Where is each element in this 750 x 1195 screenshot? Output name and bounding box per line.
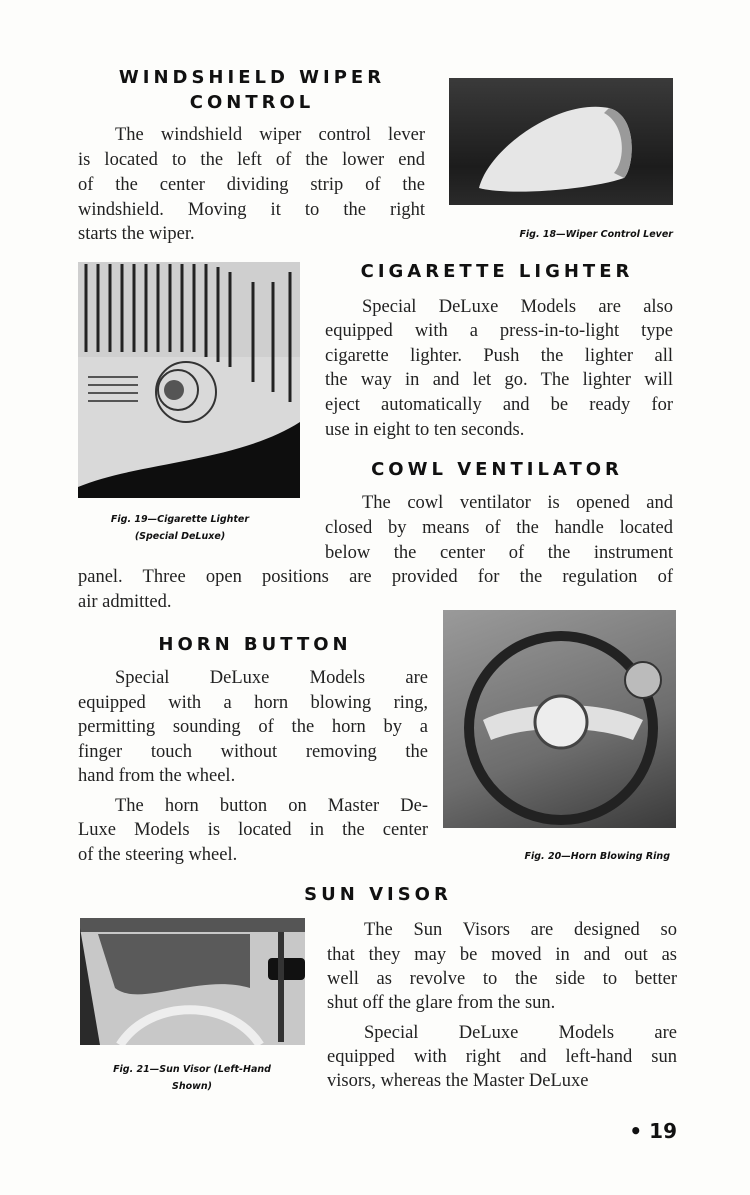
section-heading: CONTROL (189, 92, 315, 113)
wiper-paragraph-line: The windshield wiper control lever (115, 125, 425, 145)
fig20-caption: Fig. 20—Horn Blowing Ring (524, 851, 670, 862)
visor-paragraph-line: shut off the glare from the sun. (327, 993, 556, 1013)
section-heading: SUN VISOR (304, 884, 452, 905)
horn-paragraph-line: Luxe Models is located in the center (78, 820, 428, 840)
lighter-paragraph-line: Special DeLuxe Models are also (362, 297, 673, 317)
visor-paragraph-line: well as revolve to the side to better (327, 969, 677, 989)
lighter-paragraph-line: cigarette lighter. Push the lighter all (325, 346, 673, 366)
wiper-paragraph-line: of the center dividing strip of the (78, 175, 425, 195)
cowl-paragraph-line: closed by means of the handle located (325, 518, 673, 538)
wiper-paragraph-line: windshield. Moving it to the right (78, 200, 425, 220)
visor-paragraph-line: that they may be moved in and out as (327, 945, 677, 965)
visor-paragraph-line: equipped with right and left-hand sun (327, 1047, 677, 1067)
section-heading: WINDSHIELD WIPER (118, 67, 386, 88)
visor-paragraph-line: visors, whereas the Master DeLuxe (327, 1071, 589, 1091)
fig21-caption: Fig. 21—Sun Visor (Left-Hand (113, 1064, 271, 1075)
fig21-caption: Shown) (171, 1081, 212, 1092)
cowl-paragraph-line: The cowl ventilator is opened and (362, 493, 673, 513)
page-number: • 19 (629, 1119, 677, 1143)
horn-paragraph-line: The horn button on Master De- (115, 796, 428, 816)
lighter-paragraph-line: equipped with a press-in-to-light type (325, 321, 673, 341)
horn-paragraph-line: equipped with a horn blowing ring, (78, 693, 428, 713)
section-heading: CIGARETTE LIGHTER (360, 261, 634, 282)
wiper-paragraph-line: starts the wiper. (78, 224, 195, 244)
fig19-caption: Fig. 19—Cigarette Lighter (110, 514, 250, 525)
horn-paragraph-line: Special DeLuxe Models are (115, 668, 428, 688)
visor-paragraph-line: Special DeLuxe Models are (364, 1023, 677, 1043)
horn-paragraph-line: finger touch without removing the (78, 742, 428, 762)
cowl-paragraph-line: below the center of the instrument (325, 543, 673, 563)
wiper-paragraph-line: is located to the left of the lower end (78, 150, 425, 170)
section-heading: COWL VENTILATOR (371, 459, 623, 480)
lighter-paragraph-line: use in eight to ten seconds. (325, 420, 525, 440)
lighter-paragraph-line: eject automatically and be ready for (325, 395, 673, 415)
visor-paragraph-line: The Sun Visors are designed so (364, 920, 677, 940)
fig18-caption: Fig. 18—Wiper Control Lever (519, 229, 673, 240)
horn-paragraph-line: permitting sounding of the horn by a (78, 717, 428, 737)
fig19-caption: (Special DeLuxe) (134, 531, 226, 542)
sun-visor-icon (80, 918, 305, 1045)
horn-paragraph-line: hand from the wheel. (78, 766, 236, 786)
lighter-paragraph-line: the way in and let go. The lighter will (325, 370, 673, 390)
horn-paragraph-line: of the steering wheel. (78, 845, 238, 865)
section-heading: HORN BUTTON (158, 634, 352, 655)
cowl-paragraph-line: panel. Three open positions are provided for the regulation of (78, 567, 673, 587)
cowl-paragraph-line: air admitted. (78, 592, 172, 612)
fig21-sun-visor-photo (80, 918, 305, 1045)
